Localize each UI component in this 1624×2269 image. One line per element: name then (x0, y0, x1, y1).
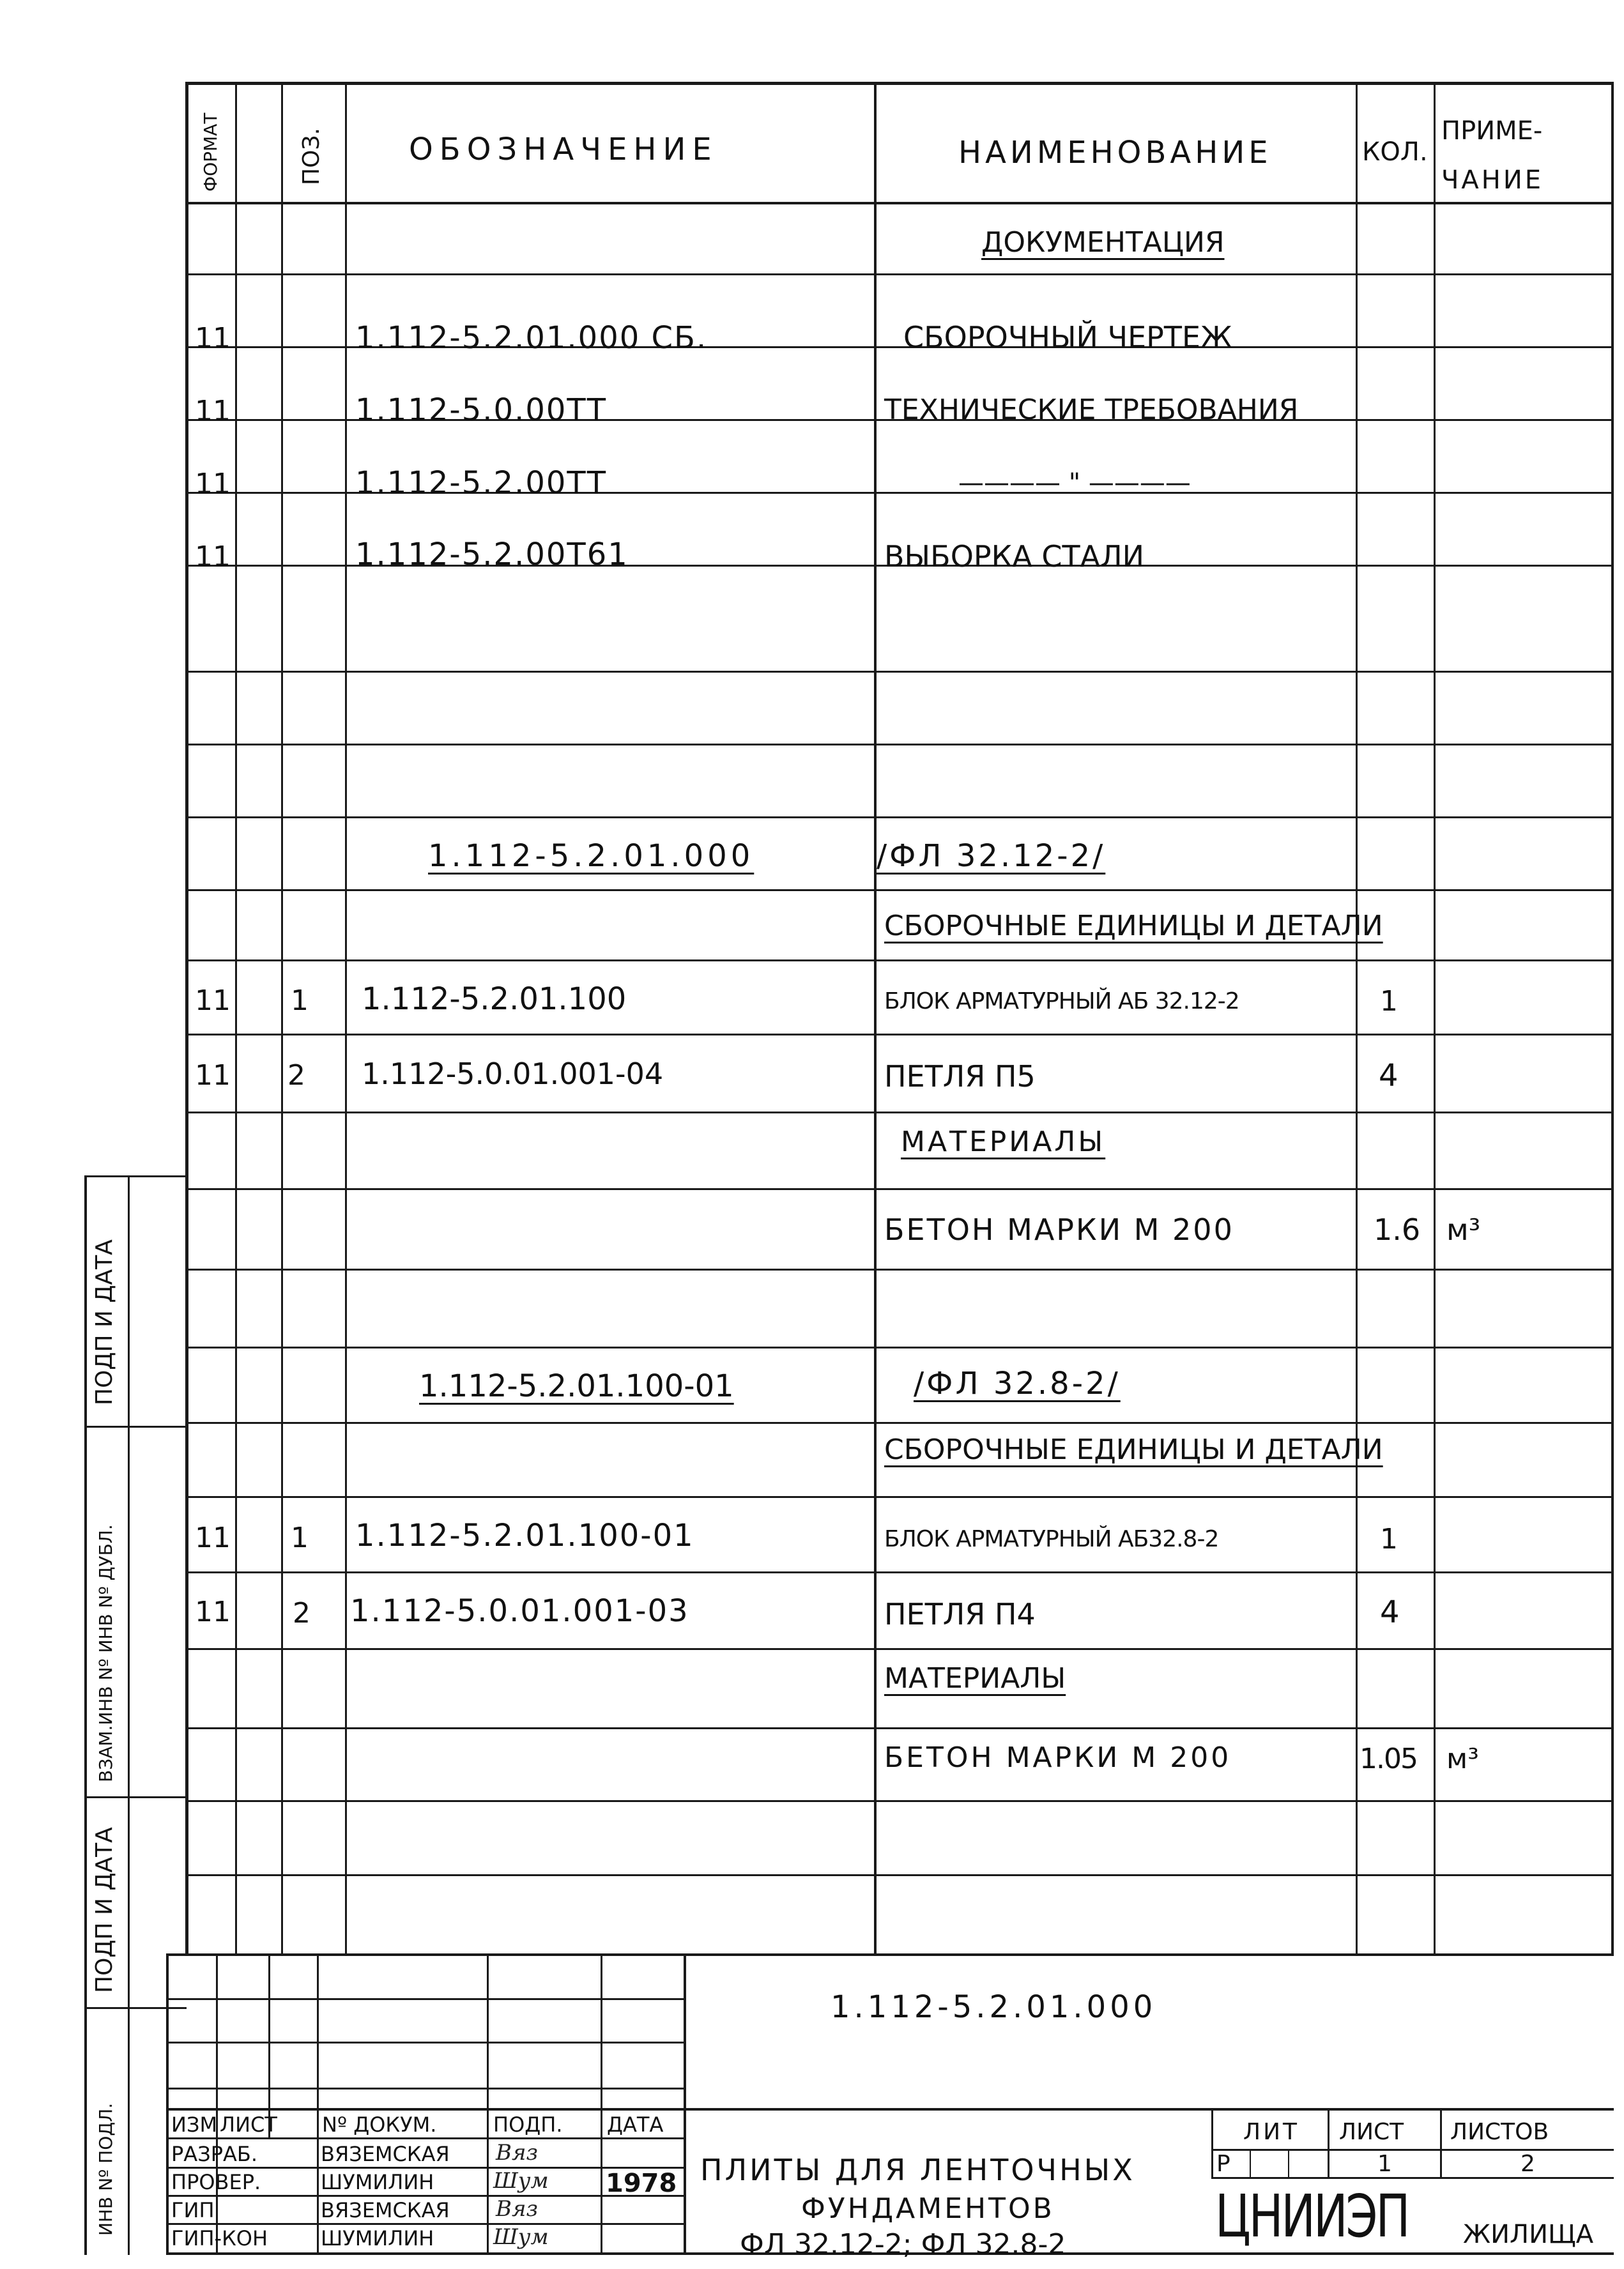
header-format: ФОРМАТ (200, 112, 221, 192)
concrete-unit: м³ (1446, 1212, 1481, 1247)
tb-line (1440, 2108, 1442, 2178)
header-note-2: ЧАНИЕ (1441, 165, 1544, 195)
side-vzam: ВЗАМ.ИНВ Nº ИНВ Nº ДУБЛ. (95, 1524, 116, 1782)
item-name: БЛОК АРМАТУРНЫЙ АБ32.8-2 (884, 1526, 1219, 1552)
role-label: ПРОВЕР. (171, 2170, 261, 2194)
side-inv-podl: ИНВ Nº ПОДЛ. (95, 2102, 116, 2236)
row-line (185, 1422, 1614, 1424)
title-line-1: ПЛИТЫ ДЛЯ ЛЕНТОЧНЫХ (700, 2153, 1135, 2187)
item-format: 11 (195, 1522, 231, 1554)
list-value: 1 (1377, 2151, 1392, 2177)
col-line-name (1356, 82, 1358, 1953)
item-qty: 4 (1379, 1058, 1398, 1094)
side-strip-sep (84, 2007, 187, 2009)
row-line (185, 959, 1614, 961)
title-line-3: ФЛ 32.12-2; ФЛ 32.8-2 (740, 2228, 1066, 2261)
row-line (185, 1347, 1614, 1348)
section-documentation: ДОКУМЕНТАЦИЯ (981, 226, 1225, 259)
header-designation: ОБОЗНАЧЕНИЕ (409, 132, 718, 167)
doc-code: 1.112-5.2.01.000 (831, 1989, 1157, 2025)
concrete-name: БЕТОН МАРКИ М 200 (884, 1212, 1234, 1247)
doc-designation: 1.112-5.2.01.000 СБ. (355, 320, 708, 356)
signature: Вяз (496, 2140, 539, 2166)
doc-name: ———— " ———— (958, 468, 1191, 498)
role-label: РАЗРАБ. (171, 2142, 258, 2166)
tb-line (166, 2088, 684, 2089)
item-qty: 1 (1380, 1523, 1398, 1555)
doc-format: 11 (195, 395, 231, 427)
group2-code: 1.112-5.2.01.100-01 (419, 1368, 734, 1404)
row-line (166, 1953, 1614, 1956)
row-line (185, 1496, 1614, 1498)
row-line (185, 1648, 1614, 1650)
org-name-main: ЦНИИЭП (1215, 2182, 1409, 2250)
col-line-format (235, 82, 237, 1953)
item-designation: 1.112-5.0.01.001-04 (362, 1057, 664, 1091)
tb-line (1211, 2149, 1614, 2151)
tb-line (1328, 2108, 1329, 2178)
role-person: ВЯЗЕМСКАЯ (321, 2142, 450, 2166)
col-izm: ИЗМ (171, 2112, 218, 2137)
row-line (185, 889, 1614, 891)
signature: Вяз (496, 2196, 539, 2222)
header-name: НАИМЕНОВАНИЕ (958, 135, 1272, 171)
doc-designation: 1.112-5.0.00ТТ (355, 392, 608, 428)
col-line-zone (281, 82, 283, 1953)
group2-materials: МАТЕРИАЛЫ (884, 1662, 1066, 1695)
title-line-2: ФУНДАМЕНТОВ (801, 2192, 1055, 2225)
tb-line (1250, 2149, 1251, 2178)
role-label: ГИП (171, 2198, 215, 2222)
group2-mark: /ФЛ 32.8-2/ (914, 1366, 1121, 1402)
lit-label: ЛИТ (1243, 2119, 1299, 2145)
tb-line (166, 2137, 684, 2139)
side-strip-sep (84, 1796, 187, 1798)
side-podp-data-1: ПОДП И ДАТА (91, 1239, 118, 1405)
col-line-designation (874, 82, 877, 1953)
item-designation: 1.112-5.2.01.100 (362, 981, 627, 1017)
doc-format: 11 (195, 468, 231, 500)
year: 1978 (606, 2169, 677, 2198)
listov-label: ЛИСТОВ (1450, 2119, 1549, 2145)
tb-line (166, 2042, 684, 2044)
tb-line (684, 1953, 686, 2255)
row-line (185, 1269, 1614, 1271)
item-format: 11 (195, 1596, 231, 1628)
tb-line (268, 1953, 270, 2139)
col-list: ЛИСТ (220, 2112, 277, 2137)
item-pos: 2 (293, 1597, 310, 1630)
row-line (185, 1800, 1614, 1802)
role-person: ВЯЗЕМСКАЯ (321, 2198, 450, 2222)
signature: Шум (493, 2168, 549, 2194)
col-podp: ПОДП. (493, 2112, 563, 2137)
concrete-name: БЕТОН МАРКИ М 200 (884, 1741, 1232, 1774)
row-line (185, 1874, 1614, 1876)
row-line (185, 1727, 1614, 1729)
side-strip-left (84, 1175, 87, 2255)
row-line (185, 671, 1614, 673)
doc-name: ТЕХНИЧЕСКИЕ ТРЕБОВАНИЯ (884, 393, 1299, 426)
header-qty: КОЛ. (1362, 137, 1428, 167)
item-qty: 4 (1380, 1594, 1400, 1630)
signature: Шум (493, 2224, 549, 2250)
row-line (185, 816, 1614, 818)
tb-line (1211, 2177, 1614, 2179)
item-pos: 1 (291, 984, 309, 1017)
listov-value: 2 (1521, 2151, 1535, 2177)
item-designation: 1.112-5.2.01.100-01 (355, 1518, 694, 1554)
item-format: 11 (195, 984, 231, 1017)
item-pos: 2 (287, 1059, 305, 1092)
lit-value: Р (1216, 2151, 1230, 2177)
group1-materials: МАТЕРИАЛЫ (901, 1126, 1106, 1158)
col-data: ДАТА (607, 2112, 664, 2137)
org-name-sub: ЖИЛИЩА (1463, 2220, 1594, 2249)
tb-line (166, 2108, 1614, 2111)
side-podp-data-2: ПОДП И ДАТА (91, 1827, 118, 1993)
row-line (185, 273, 1614, 275)
tb-line (166, 2223, 684, 2225)
header-pos: ПОЗ. (298, 128, 325, 185)
side-strip-top (84, 1175, 187, 1177)
group2-section: СБОРОЧНЫЕ ЕДИНИЦЫ И ДЕТАЛИ (884, 1433, 1383, 1466)
group1-code: 1.112-5.2.01.000 (428, 838, 755, 874)
row-line (185, 1034, 1614, 1035)
item-format: 11 (195, 1059, 231, 1092)
side-strip-mid (128, 1175, 130, 2255)
side-strip-sep (84, 1426, 187, 1428)
row-line (185, 1112, 1614, 1113)
role-person: ШУМИЛИН (321, 2226, 434, 2250)
item-qty: 1 (1380, 985, 1398, 1018)
table-top-border (185, 82, 1614, 85)
tb-line (166, 1998, 684, 2000)
col-docnum: Nº ДОКУМ. (322, 2112, 437, 2137)
col-line-qty (1434, 82, 1436, 1953)
item-pos: 1 (291, 1522, 309, 1554)
doc-name: ВЫБОРКА СТАЛИ (884, 539, 1145, 574)
item-designation: 1.112-5.0.01.001-03 (350, 1593, 689, 1629)
list-label: ЛИСТ (1339, 2119, 1404, 2145)
tb-line (1211, 2108, 1213, 2178)
item-name: ПЕТЛЯ П4 (884, 1597, 1036, 1631)
doc-designation: 1.112-5.2.00ТТ (355, 465, 608, 501)
doc-format: 11 (195, 322, 231, 355)
tb-line (1288, 2149, 1289, 2178)
header-note-1: ПРИМЕ- (1441, 116, 1543, 146)
row-line (185, 744, 1614, 745)
row-line (185, 1188, 1614, 1190)
doc-designation: 1.112-5.2.00Т61 (355, 537, 629, 572)
group1-mark: /ФЛ 32.12-2/ (877, 838, 1106, 874)
concrete-qty: 1.05 (1360, 1743, 1417, 1775)
concrete-qty: 1.6 (1374, 1212, 1421, 1247)
col-line-left (185, 82, 188, 1953)
item-name: ПЕТЛЯ П5 (884, 1059, 1036, 1094)
col-line-pos (345, 82, 347, 1953)
role-person: ШУМИЛИН (321, 2170, 434, 2194)
col-line-right (1611, 82, 1614, 1953)
row-line (185, 1571, 1614, 1573)
doc-format: 11 (195, 540, 231, 573)
role-label: ГИП-КОН (171, 2226, 268, 2250)
doc-name: СБОРОЧНЫЙ ЧЕРТЕЖ (903, 320, 1232, 355)
concrete-unit: м³ (1446, 1743, 1479, 1775)
group1-section: СБОРОЧНЫЕ ЕДИНИЦЫ И ДЕТАЛИ (884, 910, 1383, 942)
item-name: БЛОК АРМАТУРНЫЙ АБ 32.12-2 (884, 988, 1239, 1014)
header-bottom-line (185, 202, 1614, 204)
